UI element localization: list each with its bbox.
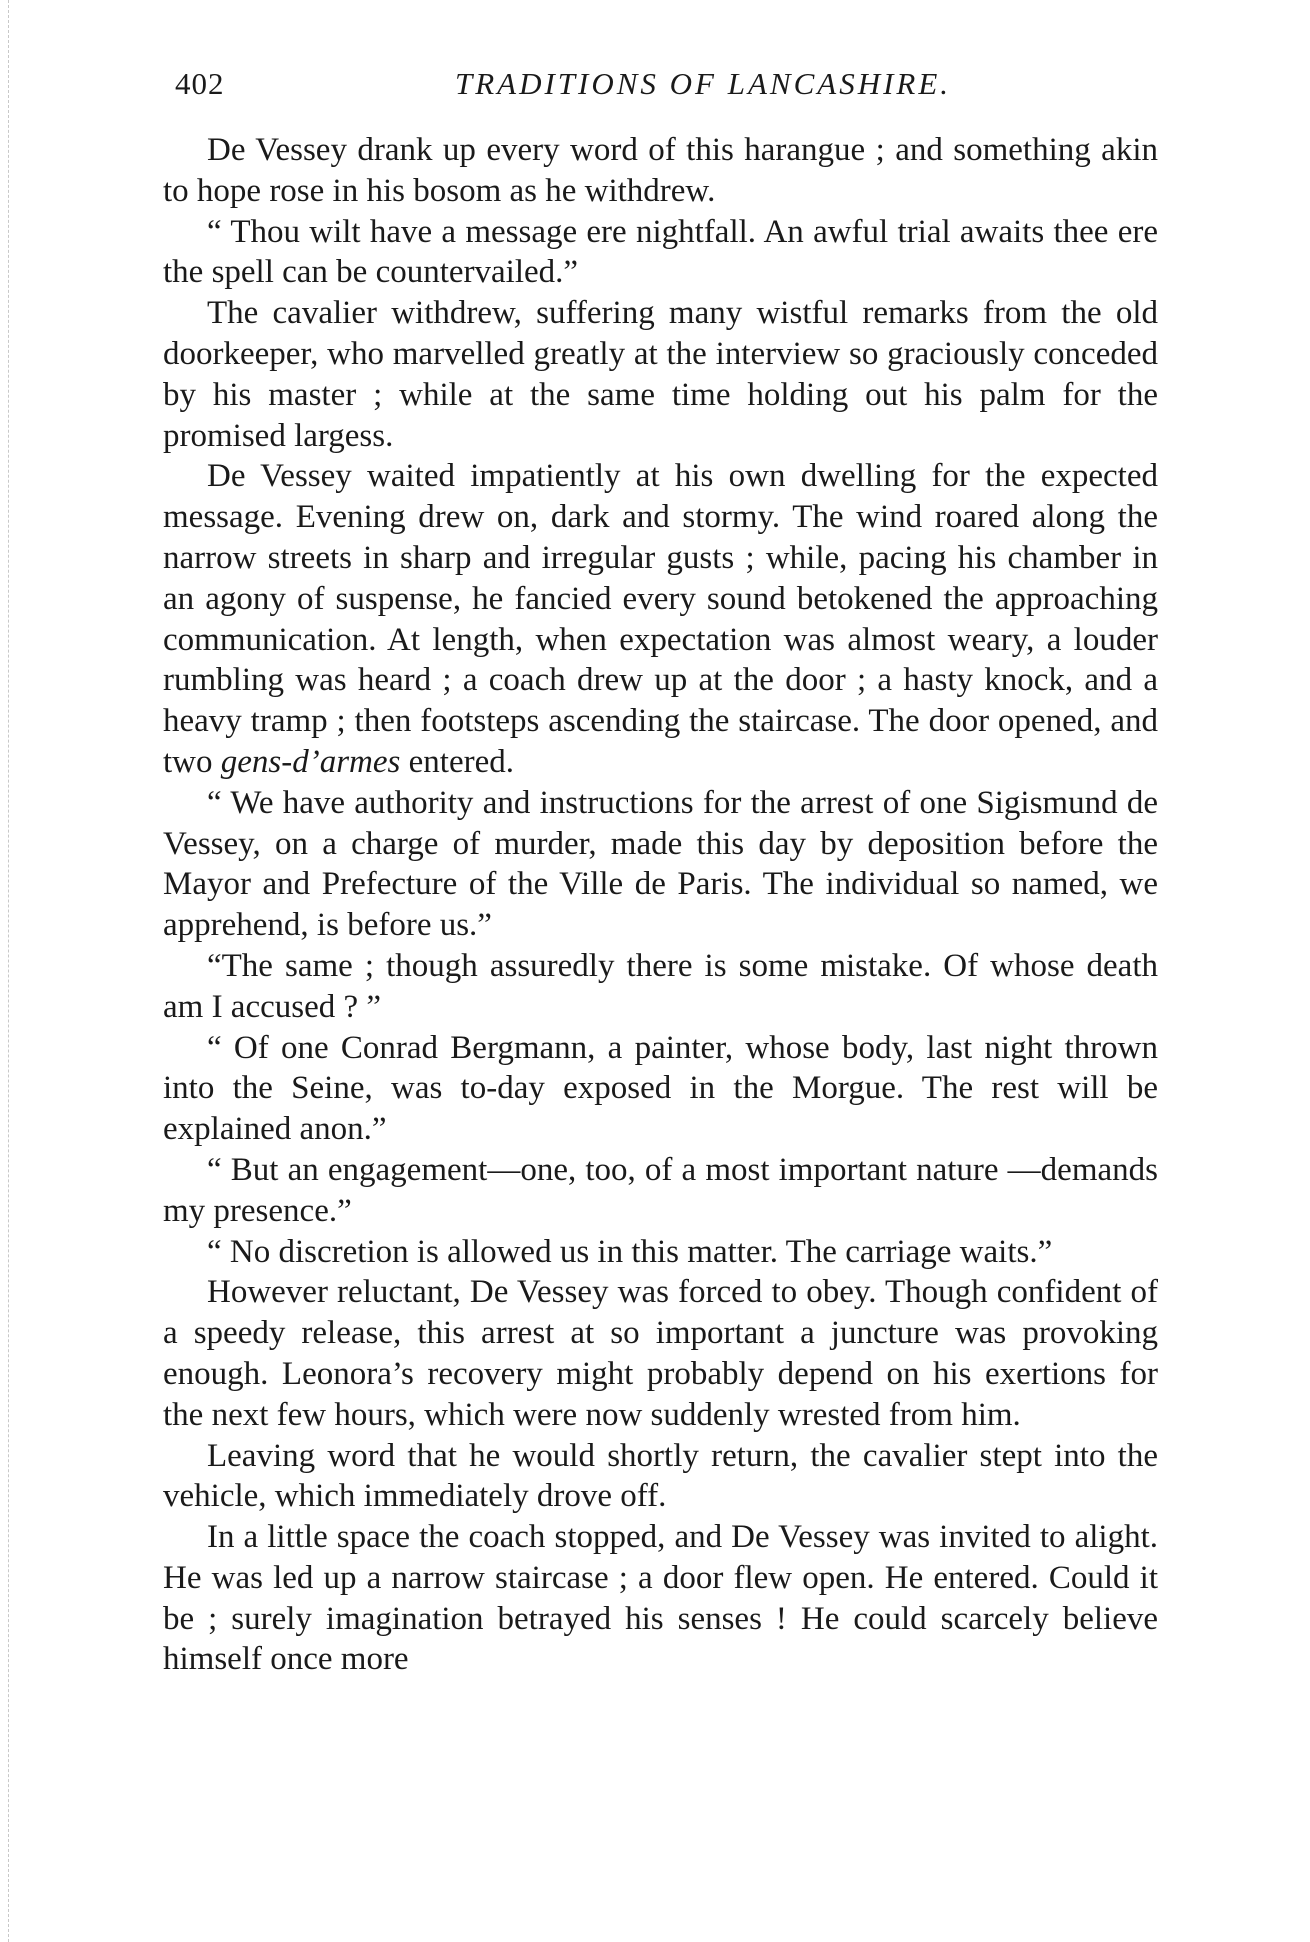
italic-term: gens-d’armes [220,743,401,780]
paragraph-11: Leaving word that he would shortly return, the cavalier stept into the vehicle, which immediately drove off. [163,1437,1158,1515]
paragraph-10: However reluctant, De Vessey was forced to obey. Though confident of a speedy release, this arrest at so important a juncture was provoking enough. Leonora’s recovery might probably depend on his exertions for the next few hours, which were now suddenly wrested from him. [163,1274,1158,1433]
paragraph-5: “ We have authority and instructions for the arrest of one Sigismund de Vessey, on a charge of murder, made this day by deposition before the Mayor and Prefecture of the Ville de Paris. The individual so named, we apprehend, is before us.” [163,784,1158,944]
paragraph-3: The cavalier withdrew, suffering many wistful remarks from the old doorkeeper, who marvelled greatly at the interview so graciously conceded by his master ; while at the same time holding out his palm for the promised largess. [163,295,1158,454]
paragraph-1: De Vessey drank up every word of this harangue ; and something akin to hope rose in his bosom as he withdrew. [163,132,1158,209]
body-text [163,130,1158,1680]
paragraph-12: In a little space the coach stopped, and De Vessey was invited to alight. He was led up a narrow staircase ; a door flew open. He entered. Could it be ; surely imagination betrayed his senses ! He could scarcely believe himself once more [163,1519,1158,1678]
running-header [163,58,1158,106]
paragraph-9: “ No discretion is allowed us in this matter. The carriage waits.” [207,1233,1053,1270]
paragraph-6: “The same ; though assuredly there is some mistake. Of whose death am I accused ? ” [163,947,1158,1025]
paragraph-4-text: De Vessey waited impatiently at his own dwelling for the expected message. Evening drew on, dark and stormy. The wind roared along the narrow streets in sharp and irregular gusts ; while, pacing his chamber in an agony of suspense, he fancied every sound betokened the approaching communication. At length, when expectation was almost weary, a louder rumbling was heard ; a coach drew up at the door ; a hasty knock, and a heavy tramp ; then footsteps ascending the staircase. The door opened, and two [163,458,1158,780]
paragraph-8: “ But an engagement—one, too, of a most important nature —demands my presence.” [163,1151,1158,1229]
paragraph-4 [163,456,1158,782]
page-number: 402 [175,66,225,101]
paragraph-4-end: entered. [400,743,514,780]
paragraph-7: “ Of one Conrad Bergmann, a painter, whose body, last night thrown into the Seine, was to-day exposed in the Morgue. The rest will be explained anon.” [163,1029,1158,1148]
page-edge-shadow [8,0,9,1942]
paragraph-2: “ Thou wilt have a message ere nightfall. An awful trial awaits thee ere the spell can be countervailed.” [163,213,1158,291]
running-title: TRADITIONS OF LANCASHIRE. [454,66,952,101]
